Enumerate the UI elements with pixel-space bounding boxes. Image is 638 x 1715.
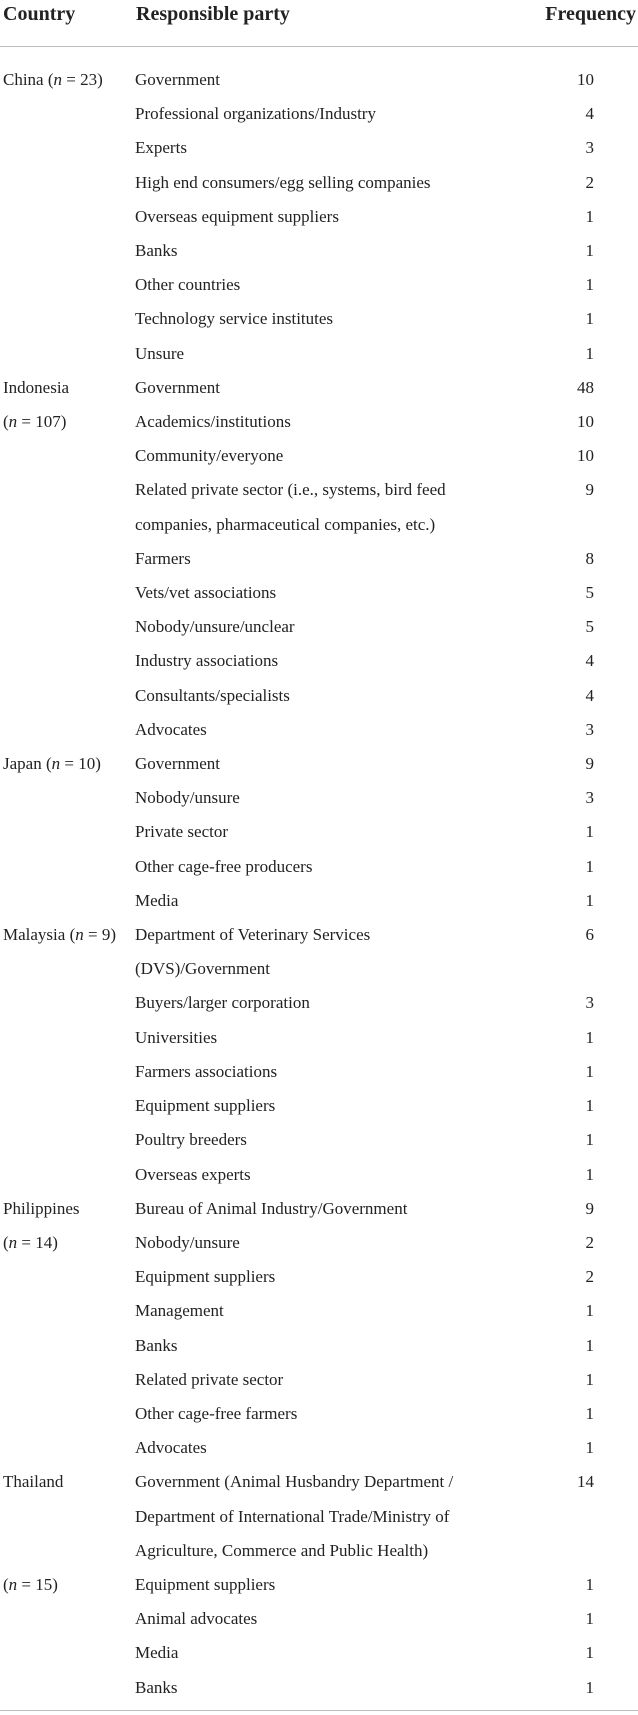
table-row xyxy=(0,200,638,234)
party-cell: Farmers xyxy=(135,548,191,568)
country-cell: Japan (n = 10) xyxy=(3,754,101,774)
country-cell: Malaysia (n = 9) xyxy=(3,925,116,945)
party-cell: Academics/institutions xyxy=(135,412,291,432)
party-cell: Related private sector (i.e., systems, bird feed xyxy=(135,480,446,500)
frequency-cell: 48 xyxy=(577,377,594,397)
party-cell: companies, pharmaceutical companies, etc.) xyxy=(135,514,436,534)
country-cell xyxy=(0,1602,135,1636)
country-cell xyxy=(0,1329,135,1363)
frequency-cell xyxy=(538,508,638,542)
country-cell xyxy=(0,1671,135,1715)
country-cell xyxy=(0,713,135,747)
header-responsible-party: Responsible party xyxy=(136,3,290,25)
party-cell: Government xyxy=(135,754,220,774)
frequency-cell: 1 xyxy=(585,241,594,261)
table-row xyxy=(0,1260,638,1294)
country-cell xyxy=(0,850,135,884)
country-cell xyxy=(0,302,135,336)
party-cell: Banks xyxy=(135,1335,178,1355)
table-row xyxy=(0,1568,638,1602)
party-cell: Technology service institutes xyxy=(135,309,334,329)
header-frequency: Frequency xyxy=(545,3,636,25)
party-cell: Nobody/unsure xyxy=(135,788,240,808)
country-cell xyxy=(0,337,135,371)
party-cell: Unsure xyxy=(135,343,185,363)
table-row xyxy=(0,337,638,371)
party-cell: Farmers associations xyxy=(135,1061,278,1081)
country-cell xyxy=(0,1500,135,1534)
frequency-cell: 1 xyxy=(585,1164,594,1184)
frequency-cell: 9 xyxy=(585,1198,594,1218)
country-cell xyxy=(0,200,135,234)
table-row xyxy=(0,952,638,986)
country-cell xyxy=(0,1260,135,1294)
frequency-cell: 1 xyxy=(585,1301,594,1321)
table-row xyxy=(0,747,638,781)
table-row xyxy=(0,679,638,713)
country-cell xyxy=(0,781,135,815)
table-row xyxy=(0,1363,638,1397)
header-row xyxy=(0,0,638,47)
frequency-cell: 4 xyxy=(585,685,594,705)
table-row xyxy=(0,234,638,268)
country-cell: China (n = 23) xyxy=(3,70,103,89)
country-cell: (n = 14) xyxy=(3,1232,58,1252)
party-cell: Nobody/unsure xyxy=(135,1232,240,1252)
party-cell: High end consumers/egg selling companies xyxy=(135,172,431,192)
frequency-cell: 1 xyxy=(585,1096,594,1116)
frequency-cell: 5 xyxy=(585,617,594,637)
party-cell: Department of International Trade/Ministry of xyxy=(135,1506,450,1526)
country-cell: (n = 15) xyxy=(3,1574,58,1594)
frequency-cell: 1 xyxy=(585,1335,594,1355)
party-cell: Animal advocates xyxy=(135,1609,258,1629)
table-row xyxy=(0,644,638,678)
frequency-cell: 1 xyxy=(585,1609,594,1629)
table-row xyxy=(0,268,638,302)
country-cell xyxy=(0,1089,135,1123)
party-cell: Other cage-free producers xyxy=(135,856,313,876)
table-body xyxy=(0,47,638,1715)
table-row xyxy=(0,166,638,200)
table-row xyxy=(0,1397,638,1431)
party-cell: Overseas equipment suppliers xyxy=(135,206,339,226)
frequency-cell: 1 xyxy=(585,1027,594,1047)
frequency-cell: 8 xyxy=(585,548,594,568)
table-row xyxy=(0,986,638,1020)
country-cell xyxy=(0,1294,135,1328)
table-row xyxy=(0,542,638,576)
frequency-cell xyxy=(538,1500,638,1534)
table-row xyxy=(0,1500,638,1534)
table-row xyxy=(0,1431,638,1465)
country-cell xyxy=(0,542,135,576)
frequency-cell: 10 xyxy=(577,70,594,89)
table-row xyxy=(0,1055,638,1089)
frequency-cell: 1 xyxy=(585,275,594,295)
party-cell: Professional organizations/Industry xyxy=(135,104,376,124)
table-row xyxy=(0,1089,638,1123)
frequency-cell: 5 xyxy=(585,583,594,603)
table-row xyxy=(0,576,638,610)
country-cell xyxy=(0,508,135,542)
country-cell xyxy=(0,815,135,849)
table-row xyxy=(0,1294,638,1328)
table-row xyxy=(0,1192,638,1226)
party-cell: Equipment suppliers xyxy=(135,1096,276,1116)
table-row xyxy=(0,815,638,849)
country-cell xyxy=(0,1397,135,1431)
table-row xyxy=(0,918,638,952)
party-cell: Government xyxy=(135,70,220,89)
country-cell xyxy=(0,268,135,302)
frequency-cell: 10 xyxy=(577,446,594,466)
country-cell: Philippines xyxy=(3,1198,80,1218)
table-row xyxy=(0,1465,638,1499)
table-row xyxy=(0,439,638,473)
party-cell: Private sector xyxy=(135,822,228,842)
table-row xyxy=(0,131,638,165)
party-cell: Equipment suppliers xyxy=(135,1574,276,1594)
party-cell: Management xyxy=(135,1301,224,1321)
party-cell: Equipment suppliers xyxy=(135,1267,276,1287)
party-cell: Other countries xyxy=(135,275,241,295)
table-row xyxy=(0,884,638,918)
frequency-cell: 1 xyxy=(585,1643,594,1663)
table-row xyxy=(0,508,638,542)
frequency-cell: 1 xyxy=(585,1438,594,1458)
party-cell: Vets/vet associations xyxy=(135,583,277,603)
table-row xyxy=(0,1226,638,1260)
party-cell: Community/everyone xyxy=(135,446,284,466)
frequency-cell xyxy=(538,1534,638,1568)
country-cell xyxy=(0,97,135,131)
frequency-cell: 1 xyxy=(585,822,594,842)
party-cell: Advocates xyxy=(135,1438,207,1458)
table-row xyxy=(0,1123,638,1157)
country-cell xyxy=(0,234,135,268)
party-cell: Overseas experts xyxy=(135,1164,251,1184)
frequency-cell: 9 xyxy=(585,754,594,774)
frequency-cell: 1 xyxy=(585,309,594,329)
country-cell xyxy=(0,166,135,200)
country-cell: (n = 107) xyxy=(3,412,67,432)
table-row xyxy=(0,371,638,405)
party-cell: Other cage-free farmers xyxy=(135,1403,298,1423)
country-cell: Thailand xyxy=(3,1472,64,1492)
frequency-cell: 1 xyxy=(585,1130,594,1150)
country-cell xyxy=(0,1363,135,1397)
country-cell xyxy=(0,1123,135,1157)
table-row xyxy=(0,1158,638,1192)
table-row xyxy=(0,1636,638,1670)
frequency-cell: 1 xyxy=(585,1403,594,1423)
country-cell xyxy=(0,1534,135,1568)
frequency-cell: 1 xyxy=(585,1677,594,1697)
frequency-cell: 6 xyxy=(585,925,594,945)
party-cell: (DVS)/Government xyxy=(135,959,271,979)
table-row xyxy=(0,713,638,747)
country-cell xyxy=(0,439,135,473)
party-cell: Agriculture, Commerce and Public Health) xyxy=(135,1540,429,1560)
frequency-cell: 1 xyxy=(585,1574,594,1594)
party-cell: Nobody/unsure/unclear xyxy=(135,617,295,637)
frequency-cell: 3 xyxy=(585,138,594,158)
table-row xyxy=(0,473,638,507)
table-row xyxy=(0,1329,638,1363)
party-cell: Related private sector xyxy=(135,1369,284,1389)
table-row xyxy=(0,1671,638,1715)
party-cell: Government (Animal Husbandry Department / xyxy=(135,1472,454,1492)
frequency-cell: 10 xyxy=(577,412,594,432)
frequency-cell: 1 xyxy=(585,343,594,363)
party-cell: Experts xyxy=(135,138,187,158)
table-row xyxy=(0,302,638,336)
country-cell xyxy=(0,131,135,165)
frequency-cell: 1 xyxy=(585,206,594,226)
table-row xyxy=(0,1602,638,1636)
country-cell xyxy=(0,576,135,610)
party-cell: Media xyxy=(135,890,179,910)
party-cell: Buyers/larger corporation xyxy=(135,993,310,1013)
frequency-cell xyxy=(538,952,638,986)
country-cell xyxy=(0,473,135,507)
party-cell: Government xyxy=(135,377,220,397)
party-cell: Department of Veterinary Services xyxy=(135,925,371,945)
table-row xyxy=(0,405,638,439)
header-spacer xyxy=(0,47,638,64)
country-cell xyxy=(0,1636,135,1670)
country-cell xyxy=(0,986,135,1020)
country-cell xyxy=(0,1055,135,1089)
frequency-cell: 3 xyxy=(585,993,594,1013)
party-cell: Industry associations xyxy=(135,651,279,671)
frequency-cell: 1 xyxy=(585,890,594,910)
party-cell: Poultry breeders xyxy=(135,1130,247,1150)
table-row xyxy=(0,850,638,884)
table-row xyxy=(0,1021,638,1055)
country-cell xyxy=(0,1021,135,1055)
frequency-cell: 3 xyxy=(585,719,594,739)
frequency-cell: 14 xyxy=(577,1472,594,1492)
frequency-cell: 4 xyxy=(585,651,594,671)
header-country: Country xyxy=(3,3,76,25)
party-cell: Banks xyxy=(135,1677,178,1697)
party-cell: Consultants/specialists xyxy=(135,685,290,705)
frequency-cell: 1 xyxy=(585,1369,594,1389)
party-cell: Banks xyxy=(135,241,178,261)
frequency-cell: 2 xyxy=(585,1232,594,1252)
frequency-cell: 9 xyxy=(585,480,594,500)
country-cell xyxy=(0,952,135,986)
country-cell xyxy=(0,644,135,678)
table-row xyxy=(0,97,638,131)
frequency-cell: 1 xyxy=(585,856,594,876)
table-row xyxy=(0,610,638,644)
country-cell xyxy=(0,679,135,713)
country-cell: Indonesia xyxy=(3,377,70,397)
frequency-cell: 2 xyxy=(585,1267,594,1287)
table-row xyxy=(0,63,638,97)
table-header xyxy=(0,0,638,47)
table-row xyxy=(0,781,638,815)
frequency-cell: 2 xyxy=(585,172,594,192)
frequency-cell: 1 xyxy=(585,1061,594,1081)
frequency-cell: 3 xyxy=(585,788,594,808)
country-cell xyxy=(0,1158,135,1192)
country-cell xyxy=(0,610,135,644)
bottom-rule xyxy=(0,1710,638,1711)
party-cell: Universities xyxy=(135,1027,218,1047)
frequency-cell: 4 xyxy=(585,104,594,124)
party-cell: Bureau of Animal Industry/Government xyxy=(135,1198,408,1218)
country-cell xyxy=(0,884,135,918)
party-cell: Media xyxy=(135,1643,179,1663)
party-cell: Advocates xyxy=(135,719,207,739)
table-row xyxy=(0,1534,638,1568)
country-cell xyxy=(0,1431,135,1465)
